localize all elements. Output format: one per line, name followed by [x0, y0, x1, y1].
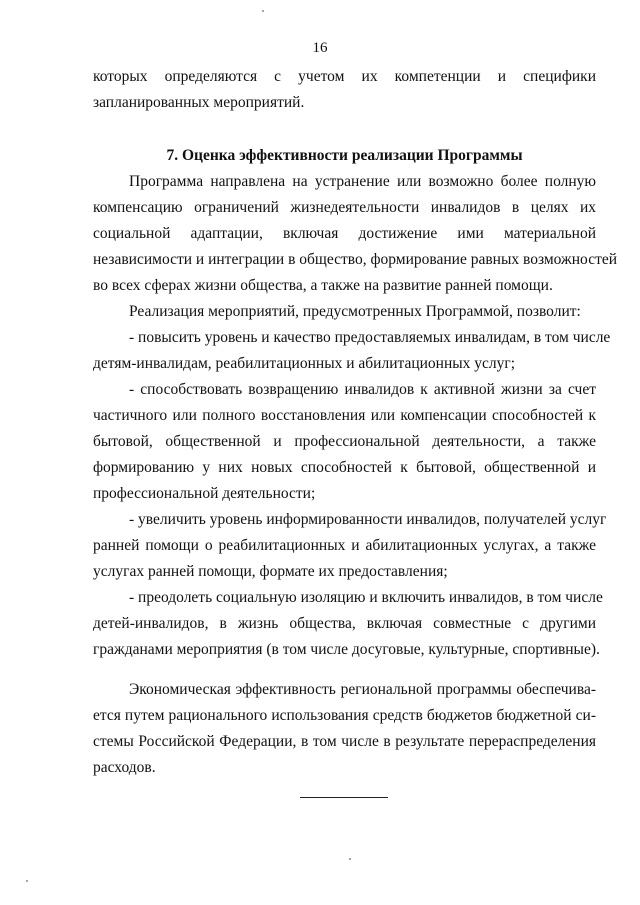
text-line: запланированных мероприятий.	[93, 94, 305, 111]
text-line: которых определяются с учетом их компетенции и специфики	[93, 68, 596, 85]
paragraph-implementation-intro	[93, 299, 596, 325]
text-line: расходов.	[93, 759, 156, 776]
scan-speck	[262, 10, 264, 12]
paragraph-program-goal	[93, 169, 618, 299]
list-item	[93, 585, 603, 663]
document-body	[93, 64, 618, 781]
text-line: Программа направлена на устранение или возможно более полную	[129, 173, 596, 190]
text-line: бытовой, общественной и профессиональной деятельности, а также	[93, 433, 596, 450]
text-line: ранней помощи о реабилитационных и абилитационных услугах, а также	[93, 537, 596, 554]
list-item	[93, 325, 611, 377]
text-line: во всех сферах жизни общества, а также на развитие ранней помощи.	[93, 277, 553, 294]
text-line: услугах ранней помощи, формате их предоставления;	[93, 563, 448, 580]
text-line: - преодолеть социальную изоляцию и включить инвалидов, в том числе	[129, 589, 603, 606]
scan-speck	[349, 858, 351, 860]
text-line: независимости и интеграции в общество, формирование равных возможностей	[93, 251, 618, 268]
text-line: стемы Российской Федерации, в том числе в результате перераспределения	[93, 733, 596, 750]
text-line: социальной адаптации, включая достижение ими материальной	[93, 225, 596, 242]
text-line: Экономическая эффективность региональной программы обеспечива-	[129, 681, 596, 698]
text-line: профессиональной деятельности;	[93, 485, 316, 502]
text-line: ется путем рационального использования средств бюджетов бюджетной си-	[93, 707, 596, 724]
text-line: детям-инвалидам, реабилитационных и абилитационных услуг;	[93, 355, 516, 372]
paragraph-economic-efficiency	[93, 677, 596, 781]
text-line: - повысить уровень и качество предоставляемых инвалидам, в том числе	[129, 329, 611, 346]
list-item	[93, 377, 596, 507]
text-line: компенсацию ограничений жизнедеятельности инвалидов в целях их	[93, 199, 596, 216]
section-title: 7. Оценка эффективности реализации Программы	[166, 147, 523, 164]
list-item	[93, 507, 607, 585]
end-rule	[300, 797, 388, 798]
text-line: Реализация мероприятий, предусмотренных Программой, позволит:	[129, 303, 581, 320]
text-line: детей-инвалидов, в жизнь общества, включая совместные с другими	[93, 615, 596, 632]
page-number: 16	[312, 40, 328, 56]
text-line: - способствовать возвращению инвалидов к активной жизни за счет	[129, 381, 596, 398]
scan-speck	[26, 880, 28, 882]
text-line: частичного или полного восстановления или компенсации способностей к	[93, 407, 596, 424]
text-line: формированию у них новых способностей к бытовой, общественной и	[93, 459, 596, 476]
text-line: гражданами мероприятия (в том числе досуговые, культурные, спортивные).	[93, 641, 600, 658]
text-line: - увеличить уровень информированности инвалидов, получателей услуг	[129, 511, 607, 528]
